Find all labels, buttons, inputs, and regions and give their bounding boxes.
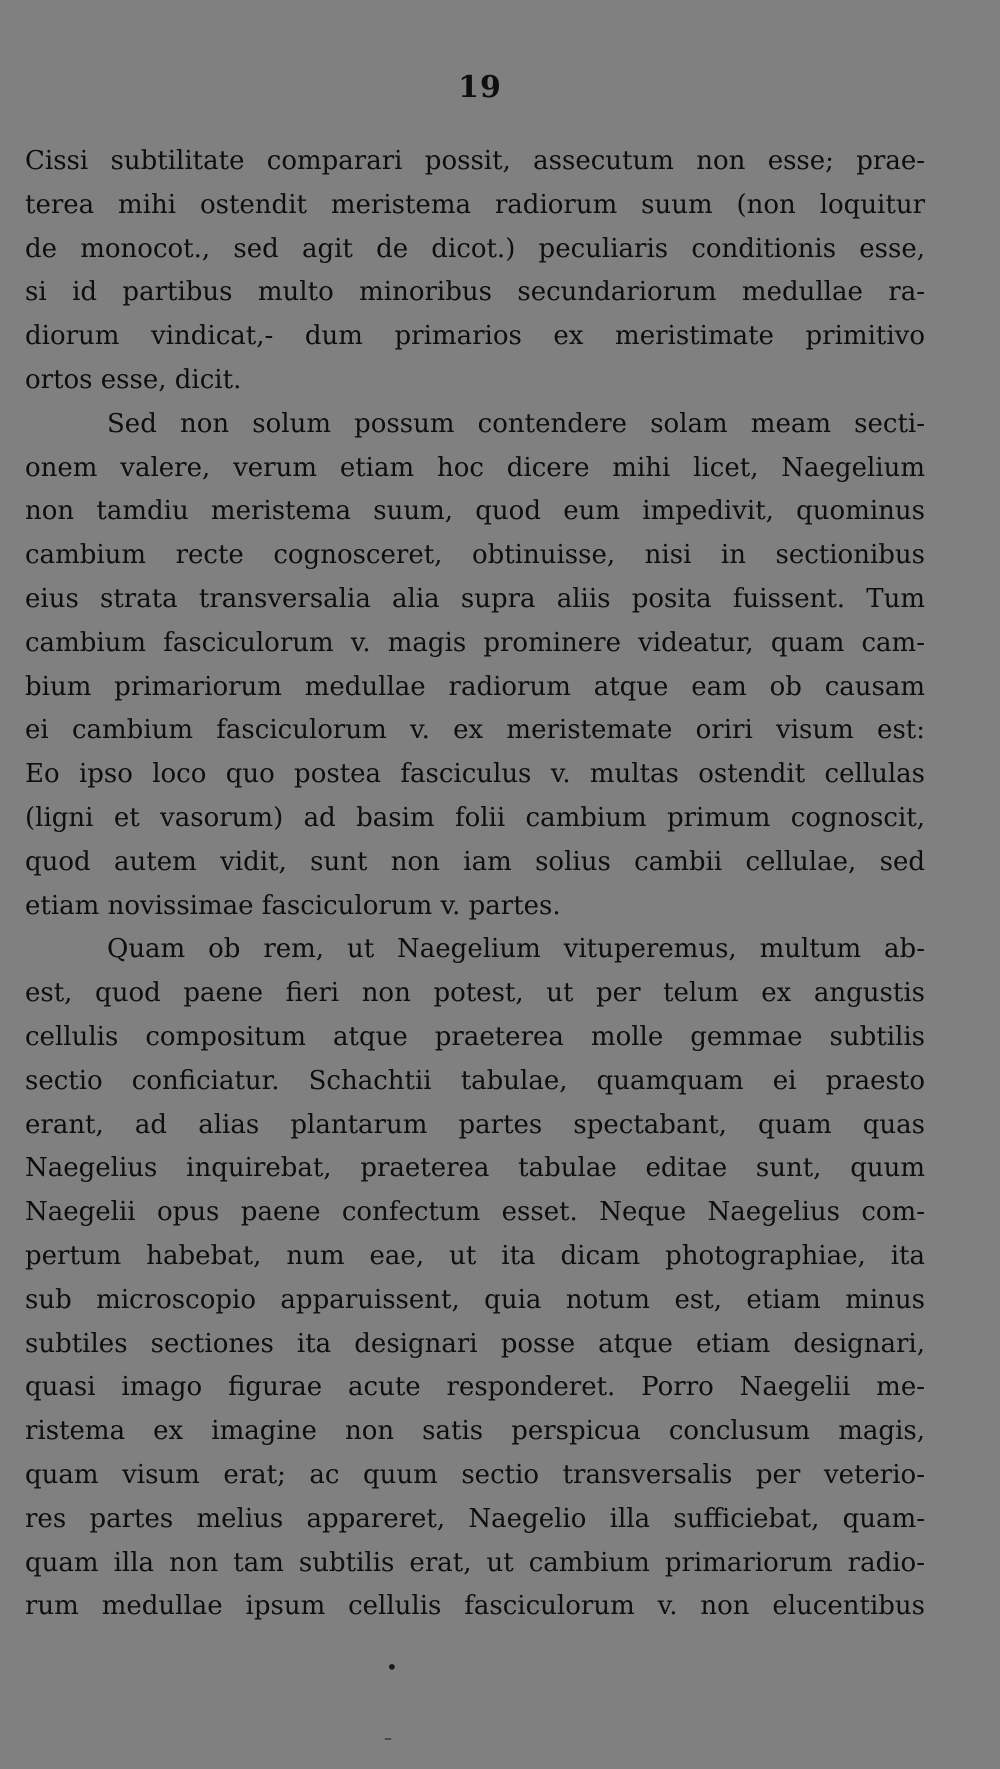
text-line: Cissi subtilitate comparari possit, assecutum non esse; prae- (25, 146, 925, 176)
text-line: diorum vindicat,- dum primarios ex meristimate primitivo (25, 321, 925, 352)
text-line: res partes melius appareret, Naegelio illa sufficiebat, quam- (25, 1503, 925, 1534)
text-line: quasi imago figurae acute responderet. Porro Naegelii me- (25, 1372, 925, 1403)
text-line: terea mihi ostendit meristema radiorum suum (non loquitur (25, 189, 925, 220)
text-line: quam visum erat; ac quum sectio transversalis per veterio- (25, 1459, 925, 1490)
text-line: de monocot., sed agit de dicot.) peculiaris conditionis esse, (25, 233, 925, 264)
text-line: rum medullae ipsum cellulis fasciculorum v. non elucentibus (25, 1591, 925, 1622)
text-line: eius strata transversalia alia supra aliis posita fuissent. Tum (25, 583, 925, 614)
text-line: Naegelii opus paene confectum esset. Neque Naegelius com- (25, 1197, 925, 1228)
text-line: cambium fasciculorum v. magis prominere videatur, quam cam- (25, 627, 925, 658)
text-line: subtiles sectiones ita designari posse atque etiam designari, (25, 1328, 925, 1359)
text-line: Quam ob rem, ut Naegelium vituperemus, multum ab- (107, 934, 925, 965)
text-line: bium primariorum medullae radiorum atque eam ob causam (25, 671, 925, 702)
text-line: quam illa non tam subtilis erat, ut cambium primariorum radio- (25, 1547, 925, 1578)
text-line: ortos esse, dicit. (25, 364, 242, 395)
ink-speck: • (386, 1655, 398, 1679)
text-line: cambium recte cognosceret, obtinuisse, nisi in sectionibus (25, 540, 925, 571)
text-line: ei cambium fasciculorum v. ex meristemate oriri visum est: (25, 715, 925, 746)
text-line: quod autem vidit, sunt non iam solius cambii cellulae, sed (25, 846, 925, 877)
text-line: Naegelius inquirebat, praeterea tabulae editae sunt, quum (25, 1153, 925, 1184)
text-line: pertum habebat, num eae, ut ita dicam photographiae, ita (25, 1240, 925, 1271)
text-line: sectio conficiatur. Schachtii tabulae, quamquam ei praesto (25, 1065, 925, 1096)
text-line: si id partibus multo minoribus secundariorum medullae ra- (25, 277, 925, 308)
text-line: ristema ex imagine non satis perspicua conclusum magis, (25, 1416, 925, 1447)
ink-speck: – (384, 1728, 392, 1747)
page-number: 19 (458, 70, 502, 105)
text-line: Sed non solum possum contendere solam meam secti- (107, 408, 925, 439)
text-line: erant, ad alias plantarum partes spectabant, quam quas (25, 1109, 925, 1140)
text-line: onem valere, verum etiam hoc dicere mihi licet, Naegelium (25, 452, 925, 483)
text-line: sub microscopio apparuissent, quia notum est, etiam minus (25, 1284, 925, 1315)
text-line: etiam novissimae fasciculorum v. partes. (25, 890, 561, 921)
text-line: est, quod paene fieri non potest, ut per telum ex angustis (25, 978, 925, 1009)
text-line: non tamdiu meristema suum, quod eum impedivit, quominus (25, 496, 925, 527)
text-line: Eo ipso loco quo postea fasciculus v. multas ostendit cellulas (25, 759, 925, 790)
text-line: (ligni et vasorum) ad basim folii cambium primum cognoscit, (25, 802, 925, 833)
text-line: cellulis compositum atque praeterea molle gemmae subtilis (25, 1021, 925, 1052)
body-text (25, 140, 925, 1629)
